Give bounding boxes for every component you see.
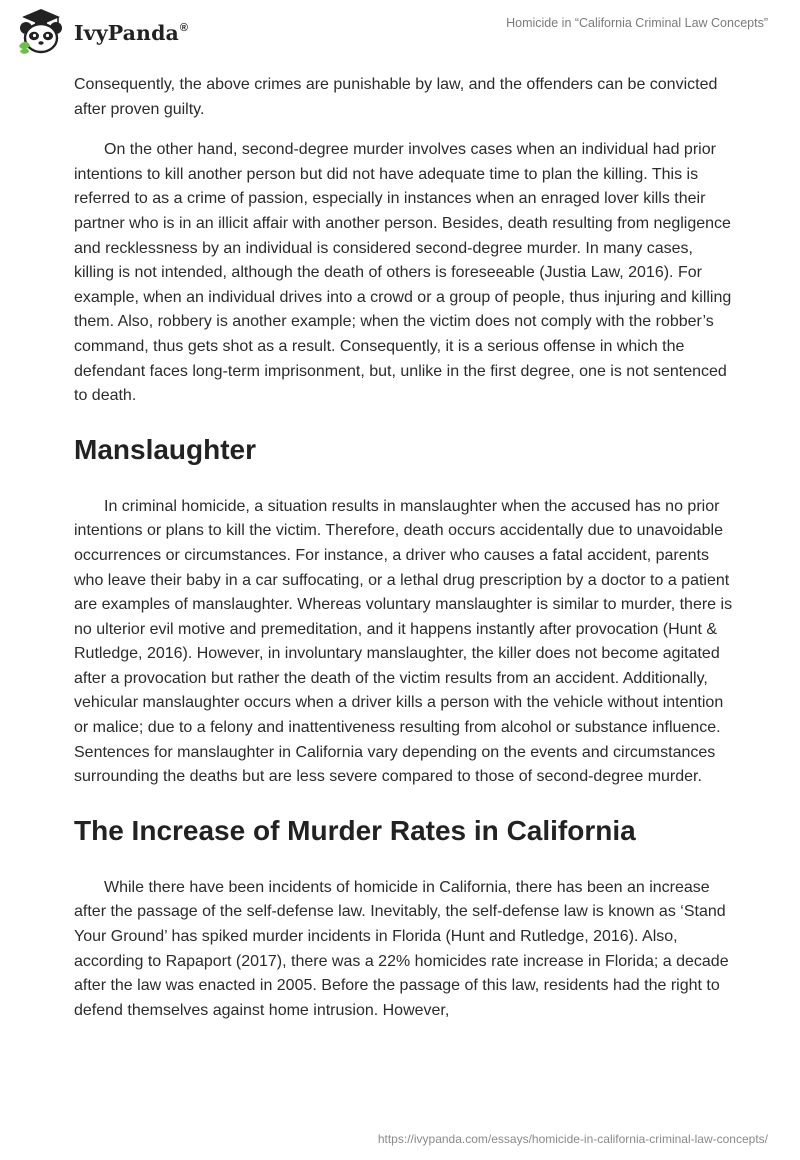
paragraph-increase: While there have been incidents of homicide in California, there has been an increase after the passage of the self-defense law. Inevitably, the self-defense law is known as ‘Stand Your Ground’ has spiked murder incidents in Florida (Hunt and Rutledge, 2016). Also, according to Rapaport (2017), there was a 22% homicides rate increase in Florida; a decade after the law was enacted in 2005. Before the passage of this law, residents had the right to defend themselves against home intrusion. However, [74, 878, 729, 1019]
footer-url-link[interactable]: https://ivypanda.com/essays/homicide-in-california-criminal-law-concepts/ [377, 1132, 768, 1146]
essay-body [74, 73, 734, 1023]
heading-increase-murder-rates: The Increase of Murder Rates in California [74, 814, 636, 846]
brand-name: IvyPanda® [74, 21, 189, 45]
page-header [0, 0, 800, 66]
brand-logo[interactable] [15, 6, 188, 58]
paragraph-intro: Consequently, the above crimes are punishable by law, and the offenders can be convicted after proven guilty. [74, 76, 718, 118]
heading-manslaughter: Manslaughter [74, 433, 257, 465]
document-title: Homicide in “California Criminal Law Concepts” [506, 16, 768, 30]
panda-logo-icon [15, 6, 67, 58]
paragraph-manslaughter: In criminal homicide, a situation results in manslaughter when the accused has no prior intentions or plans to kill the victim. Therefore, death occurs accidentally due to unavoidable occurrences or circumstances. For instance, a driver who causes a fatal accident, parents who leave their baby in a car suffocating, or a lethal drug prescription by a doctor to a patient are examples of manslaughter. Whereas voluntary manslaughter is similar to murder, there is no ulterior evil motive and premeditation, and it happens instantly after provocation (Hunt & Rutledge, 2016). However, in involuntary manslaughter, the killer does not become agitated after a provocation but rather the death of the victim results from an accident. Additionally, vehicular manslaughter occurs when a driver kills a person with the vehicle without intention or malice; due to a felony and inattentiveness resulting from alcohol or substance influence. Sentences for manslaughter in California vary depending on the events and circumstances surrounding the deaths but are less severe compared to those of second-degree murder. [74, 497, 733, 786]
paragraph-second-degree: On the other hand, second-degree murder involves cases when an individual had prior intentions to kill another person but did not have adequate time to plan the killing. This is referred to as a crime of passion, especially in instances when an enraged lover kills their partner who is in an illicit affair with another person. Besides, death resulting from negligence and recklessness by an individual is considered second-degree murder. In many cases, killing is not intended, although the death of others is foreseeable (Justia Law, 2016). For example, when an individual drives into a crowd or a group of people, thus injuring and killing them. Also, robbery is another example; when the victim does not comply with the robber’s command, thus gets shot as a result. Consequently, it is a serious offense in which the defendant faces long-term imprisonment, but, unlike in the first degree, one is not sentenced to death. [74, 141, 732, 405]
registered-mark: ® [179, 22, 189, 34]
